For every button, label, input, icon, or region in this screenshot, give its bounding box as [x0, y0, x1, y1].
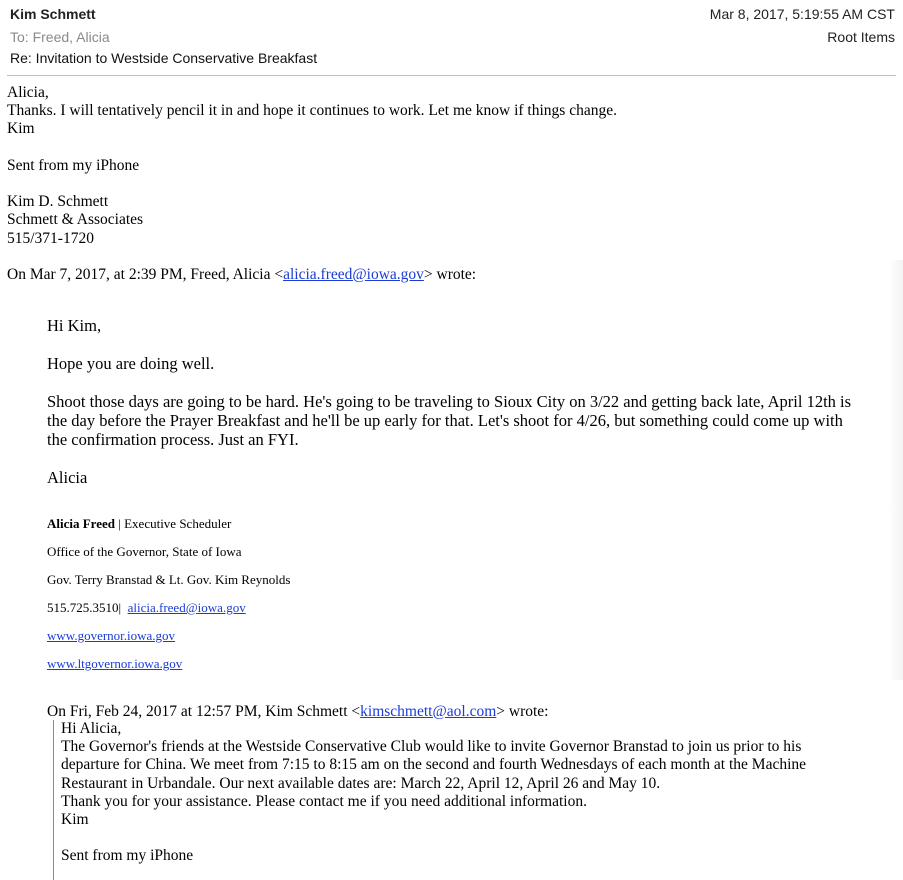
- message-header: [0, 0, 903, 76]
- message-date: Mar 8, 2017, 5:19:55 AM CST: [709, 6, 895, 22]
- quoted-message-2: [53, 720, 861, 880]
- attribution-email-link[interactable]: alicia.freed@iowa.gov: [283, 265, 424, 283]
- recipient-line[interactable]: To: Freed, Alicia: [10, 29, 110, 45]
- reply-greeting: Alicia,: [7, 84, 49, 101]
- mailbox-label: Root Items: [827, 29, 895, 45]
- attribution-suffix: > wrote:: [423, 265, 477, 283]
- quote2-attribution-suffix: > wrote:: [496, 703, 549, 720]
- sig-email-link[interactable]: alicia.freed@iowa.gov: [127, 600, 246, 615]
- quote1-greeting: Hi Kim,: [47, 316, 102, 335]
- signature-company: Schmett & Associates: [7, 211, 144, 229]
- reply-closing: Kim: [7, 120, 35, 138]
- quote2-attribution: [47, 703, 548, 721]
- reply-body: [7, 84, 887, 284]
- governor-site-link[interactable]: www.governor.iowa.gov: [47, 628, 176, 643]
- scroll-shadow: [889, 260, 903, 680]
- sig-title: | Executive Scheduler: [118, 516, 232, 531]
- header-divider: [7, 75, 896, 76]
- sent-from: Sent from my iPhone: [7, 156, 140, 174]
- sig-office: Office of the Governor, State of Iowa: [47, 544, 242, 559]
- ltgovernor-site-link[interactable]: www.ltgovernor.iowa.gov: [47, 656, 183, 671]
- sig-governors: Gov. Terry Branstad & Lt. Gov. Kim Reynolds: [47, 572, 291, 587]
- quote2-sent-from: Sent from my iPhone: [61, 847, 194, 865]
- quote2-closing: Kim: [61, 811, 89, 829]
- quote-attribution: [7, 266, 887, 284]
- subject-line: Re: Invitation to Westside Conservative Breakfast: [10, 50, 318, 66]
- quote2-greeting: Hi Alicia,: [61, 720, 122, 737]
- signature-name: Kim D. Schmett: [7, 193, 109, 211]
- quote2-paragraph: The Governor's friends at the Westside Conservative Club would like to invite Governor Branstad to join us prior to his departure for China. We meet from 7:15 to 8:15 am on the second and fourth Wednesdays of each month at the Machine Restaurant in Urbandale. Our next available dates are: March 22, April 12, April 26 and May 10.: [61, 738, 807, 792]
- quote2-attribution-prefix: On Fri, Feb 24, 2017 at 12:57 PM, Kim Schmett <: [47, 703, 361, 720]
- sig-name-row: [47, 516, 231, 532]
- sig-name: Alicia Freed: [47, 516, 115, 531]
- quote1-closing: Alicia: [47, 468, 88, 487]
- quote1-paragraph: Shoot those days are going to be hard. He's going to be traveling to Sioux City on 3/22 and getting back late, April 12th is the day before the Prayer Breakfast and he'll be up early for that. Let's shoot for 4/26, but something could come up with the confirmation process. Just an FYI.: [47, 392, 852, 449]
- sender-name[interactable]: Kim Schmett: [10, 6, 96, 22]
- sig-phone: 515.725.3510|: [47, 600, 122, 615]
- quoted-message-1: [47, 316, 867, 487]
- reply-text: Thanks. I will tentatively pencil it in and hope it continues to work. Let me know if things change.: [7, 102, 617, 120]
- signature-phone: 515/371-1720: [7, 229, 94, 247]
- attribution-prefix: On Mar 7, 2017, at 2:39 PM, Freed, Alicia <: [7, 265, 284, 283]
- quote2-email-link[interactable]: kimschmett@aol.com: [360, 703, 497, 720]
- quote2-thanks: Thank you for your assistance. Please contact me if you need additional information.: [61, 792, 587, 810]
- quote1-line: Hope you are doing well.: [47, 354, 215, 373]
- sig-contact-row: [47, 600, 246, 616]
